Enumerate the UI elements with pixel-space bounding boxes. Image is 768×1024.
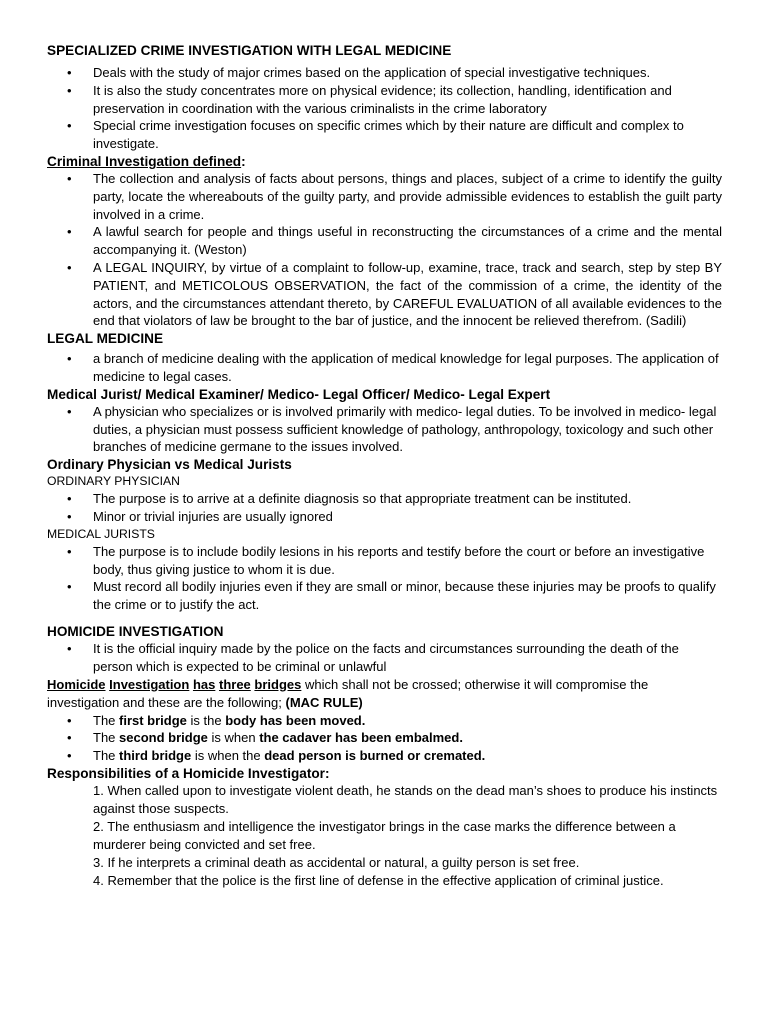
list-item: • A physician who specializes or is involved primarily with medico- legal duties. To be involved in medico- legal duties, a physician must possess sufficient knowledge of pathology, anthropology, toxicology and such other branches of medicine germane to the issues involved. — [47, 403, 722, 456]
bold-text: second bridge — [119, 730, 208, 746]
list-item: • Must record all bodily injuries even if they are small or minor, because these injuries may be proofs to qualify the crime or to justify the act. — [47, 578, 722, 614]
bold-text: the cadaver has been embalmed. — [259, 730, 463, 746]
text: is when — [207, 730, 260, 746]
bold-text: dead person is burned or cremated. — [264, 748, 486, 764]
list-item: • Special crime investigation focuses on specific crimes which by their nature are difficult and complex to investigate. — [47, 117, 722, 153]
heading-text: Criminal Investigation defined — [47, 153, 242, 169]
bold-text: body has been moved. — [225, 712, 366, 728]
bridges-text: which shall not be crossed; otherwise it will compromise the investigation and these are the following; — [47, 676, 649, 710]
mac-rule-label: (MAC RULE) — [285, 694, 363, 710]
list-item: • It is also the study concentrates more on physical evidence; its collection, handling, identification and preservation in coordination with the various criminalists in the crime laboratory — [47, 82, 722, 118]
legal-medicine-heading: LEGAL MEDICINE — [47, 331, 164, 347]
list-item: • It is the official inquiry made by the police on the facts and circumstances surrounding the death of the person which is expected to be criminal or unlawful — [47, 640, 722, 676]
bridges-paragraph — [47, 676, 722, 712]
homicide-investigation-list — [47, 640, 722, 676]
list-item: • The purpose is to include bodily lesions in his reports and testify before the court or before an investigative body, thus giving justice to whom it is due. — [47, 543, 722, 579]
text: The — [93, 712, 120, 728]
list-item: 3. If he interprets a criminal death as accidental or natural, a guilty person is set free. — [93, 854, 580, 870]
spacer — [47, 614, 722, 623]
bridges-word: Investigation — [109, 676, 190, 692]
legal-medicine-list — [47, 350, 722, 386]
list-item: 1. When called upon to investigate violent death, he stands on the dead man’s shoes to produce his instincts against those suspects. — [93, 782, 718, 816]
medical-jurist-heading: Medical Jurist/ Medical Examiner/ Medico- Legal Officer/ Medico- Legal Expert — [47, 386, 551, 402]
list-item: 2. The enthusiasm and intelligence the investigator brings in the case marks the difference between a murderer being convicted and set free. — [93, 818, 676, 852]
text: The — [93, 748, 120, 764]
list-item — [47, 747, 722, 765]
list-item: • a branch of medicine dealing with the application of medical knowledge for legal purposes. The application of medicine to legal cases. — [47, 350, 722, 386]
text: The — [93, 730, 120, 746]
medical-jurist-list — [47, 403, 722, 456]
list-item — [47, 712, 722, 730]
responsibilities-heading: Responsibilities of a Homicide Investigator: — [47, 765, 330, 781]
list-item: • Deals with the study of major crimes based on the application of special investigative techniques. — [47, 64, 722, 82]
criminal-investigation-heading — [47, 153, 722, 170]
document-title: SPECIALIZED CRIME INVESTIGATION WITH LEGAL MEDICINE — [47, 43, 452, 58]
homicide-investigation-heading: HOMICIDE INVESTIGATION — [47, 623, 224, 639]
list-item: 4. Remember that the police is the first line of defense in the effective application of criminal justice. — [93, 872, 664, 888]
list-item: • The collection and analysis of facts about persons, things and places, subject of a crime to identify the guilty party, locate the whereabouts of the guilty party, and provide admissible evidences to establish the guilt party involved in a crime. — [47, 170, 722, 223]
list-item: • Minor or trivial injuries are usually ignored — [47, 508, 722, 526]
bridges-word: three — [218, 676, 251, 692]
heading-colon: : — [241, 153, 246, 169]
list-item — [47, 729, 722, 747]
bridges-word: bridges — [254, 676, 302, 692]
bold-text: third bridge — [119, 748, 192, 764]
bold-text: first bridge — [119, 712, 187, 728]
ordinary-physician-list — [47, 490, 722, 526]
criminal-investigation-list — [47, 170, 722, 330]
text: is when the — [191, 748, 265, 764]
medical-jurists-subheading: MEDICAL JURISTS — [47, 526, 155, 541]
bridges-word: Homicide — [47, 676, 106, 692]
responsibilities-list — [47, 782, 722, 890]
list-item: • A lawful search for people and things useful in reconstructing the circumstances of a crime and the mental accompanying it. (Weston) — [47, 223, 722, 259]
list-item: • The purpose is to arrive at a definite diagnosis so that appropriate treatment can be instituted. — [47, 490, 722, 508]
intro-list — [47, 64, 722, 153]
text: is the — [186, 712, 226, 728]
bridges-list — [47, 712, 722, 765]
ordinary-physician-subheading: ORDINARY PHYSICIAN — [47, 474, 180, 489]
list-item: • A LEGAL INQUIRY, by virtue of a complaint to follow-up, examine, trace, track and search, step by step BY PATIENT, and METICOLOUS OBSERVATION, the fact of the commission of a crime, the identity of the actors, and the circumstances attendant thereto, by CAREFUL EVALUATION of all available evidences to the end that violators of law be brought to the bar of justice, and the innocent be relieved therefrom. (Sadili) — [47, 259, 722, 330]
medical-jurists-list — [47, 543, 722, 614]
comparison-heading: Ordinary Physician vs Medical Jurists — [47, 457, 292, 473]
bridges-word: has — [192, 676, 216, 692]
